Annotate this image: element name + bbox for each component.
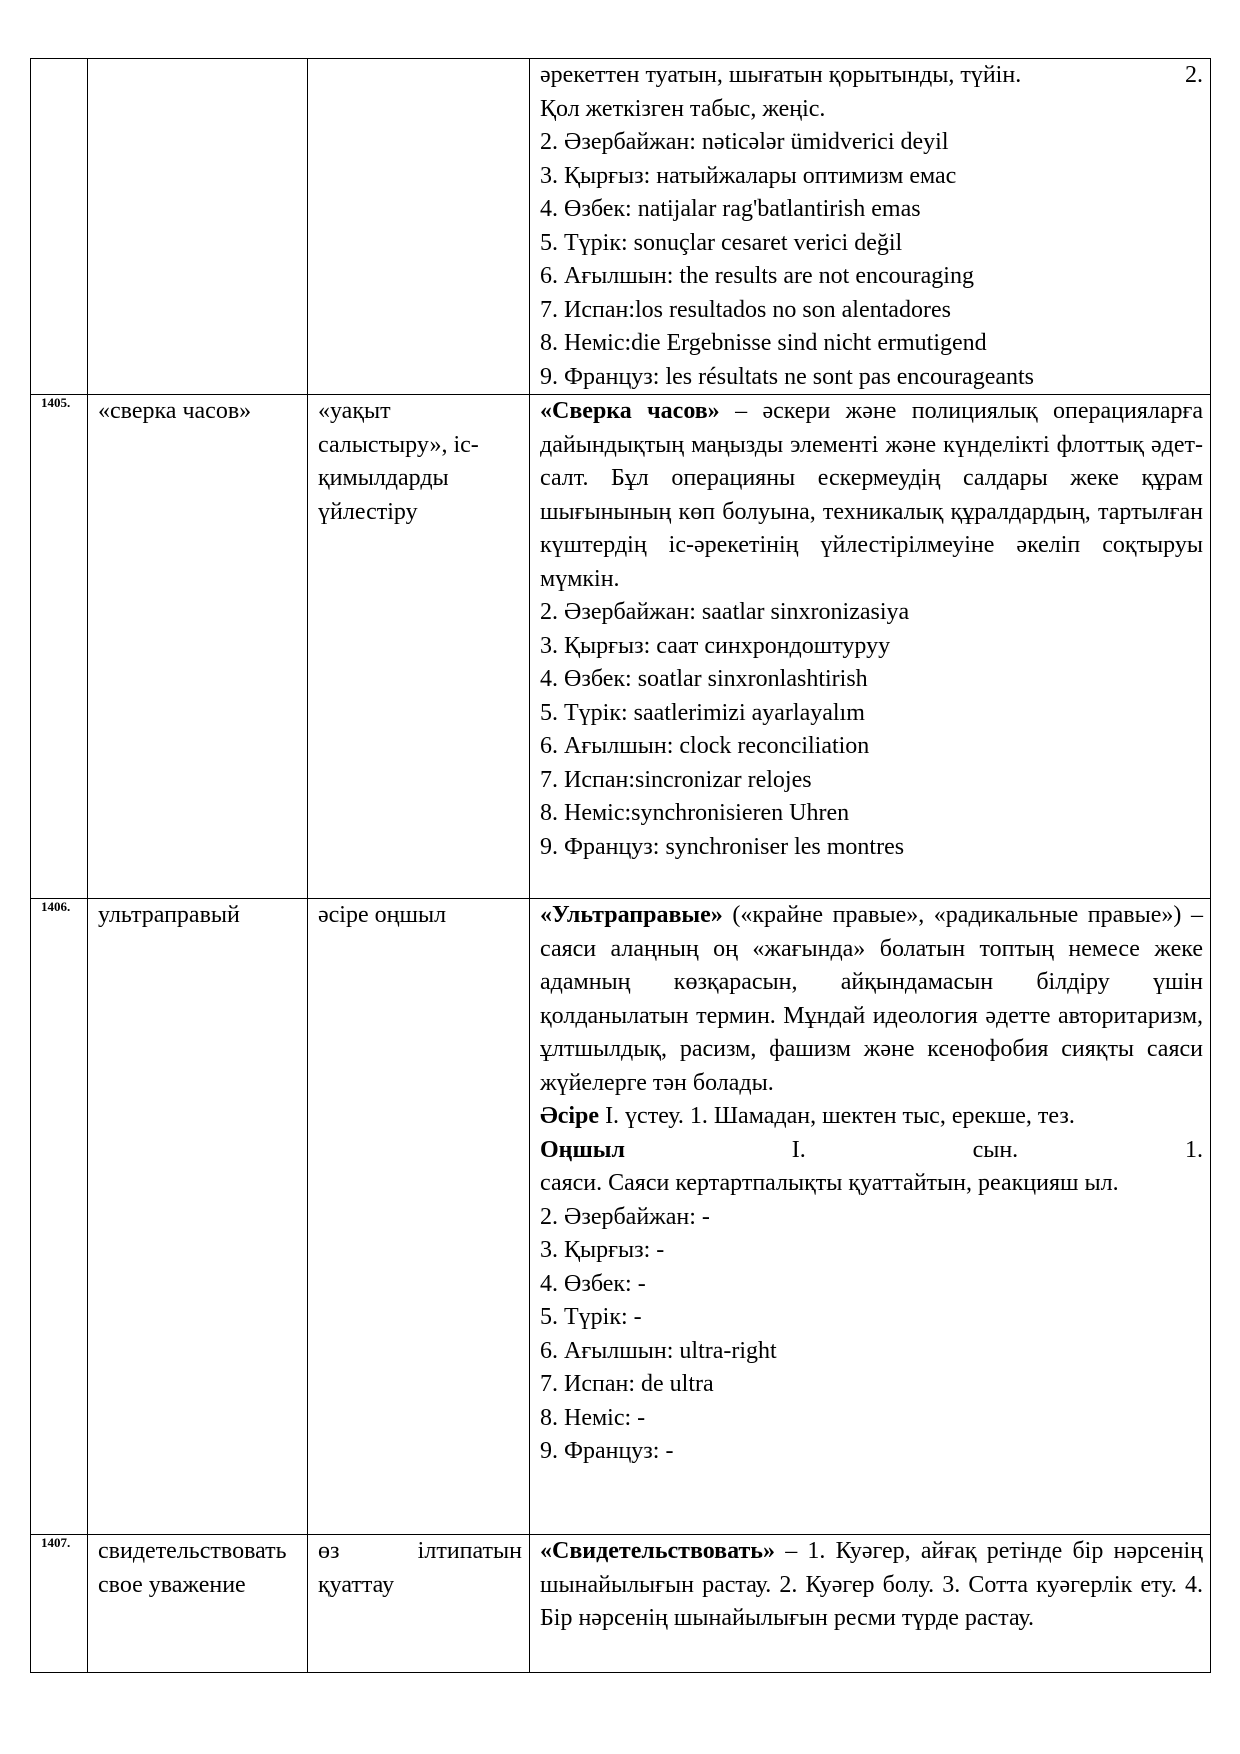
translation-line: 7. Испан:los resultados no son alentadores (540, 296, 951, 323)
asire-term: Әсіре (540, 1103, 600, 1129)
translation-line: 3. Қырғыз: - (540, 1237, 665, 1263)
table-row (31, 395, 1211, 899)
asire-definition (540, 1100, 1203, 1134)
definition-text (540, 1535, 1203, 1636)
definition-cell (530, 59, 1211, 395)
onshyl-term: Оңшыл (540, 1136, 625, 1163)
translation-line: 4. Өзбек: - (540, 1270, 646, 1297)
translation-line: 5. Түрік: - (540, 1304, 642, 1330)
entry-number (31, 59, 88, 395)
definition-term: «Свидетельствовать» (540, 1538, 775, 1564)
definition-body: – әскери және полициялық операцияларға дайындықтың маңызды элементі және күнделікті флоттық әдет-салт. Бұл операцияны ескермеудің салдары жеке құрам шығынының көп болуына, техникалық құралдардың, тартылған күштердің іс-әрекетінің үйлестірілмеуіне әкеліп соқтыруы мүмкін. (540, 398, 1203, 592)
continuation-number: 2. (1185, 62, 1203, 88)
definition-line (540, 59, 1203, 93)
translation-line: 4. Өзбек: soatlar sinxronlashtirish (540, 666, 868, 692)
translation-line: 6. Ағылшын: clock reconciliation (540, 733, 870, 759)
definition-text (540, 899, 1203, 1100)
term-kazakh: «уақыт салыстыру», іс-қимылдарды үйлестіру (308, 395, 530, 899)
translation-line: 2. Әзербайжан: - (540, 1203, 710, 1230)
asire-body: І. үстеу. 1. Шамадан, шектен тыс, ерекше, тез. (599, 1103, 1075, 1129)
translation-line: 5. Түрік: sonuçlar cesaret verici değil (540, 229, 903, 256)
definition-cell (530, 395, 1211, 899)
translation-line: 4. Өзбек: natijalar rag'batlantirish emas (540, 196, 921, 222)
definition-term: «Сверка часов» (540, 398, 720, 424)
table-row (31, 1535, 1211, 1673)
translation-line: 3. Қырғыз: натыйжалары оптимизм емас (540, 162, 957, 189)
translation-line: 8. Неміс:die Ergebnisse sind nicht ermutigend (540, 330, 987, 356)
definition-text (540, 395, 1203, 596)
translation-line: 5. Түрік: saatlerimizi ayarlayalım (540, 699, 865, 726)
translation-line: 9. Француз: synchroniser les montres (540, 833, 905, 860)
continuation-text-2: Қол жеткізген табыс, жеңіс. (540, 95, 826, 122)
translation-line: 2. Әзербайжан: nəticələr ümidverici deyil (540, 129, 949, 155)
translation-line: 8. Неміс: - (540, 1404, 646, 1431)
translation-line: 7. Испан: de ultra (540, 1371, 714, 1397)
onshyl-roman: І. (791, 1136, 806, 1163)
definition-term: «Ультраправые» (540, 902, 723, 928)
entry-number: 1406. (31, 899, 88, 1535)
term-russian (88, 59, 308, 395)
translation-line: 6. Ағылшын: the results are not encouraging (540, 263, 974, 289)
continuation-text: әрекеттен туатын, шығатын қорытынды, түйін. (540, 62, 1022, 88)
translation-line: 7. Испан:sincronizar relojes (540, 766, 812, 793)
term-russian: ультраправый (88, 899, 308, 1535)
translation-line: 9. Француз: les résultats ne sont pas encourageants (540, 363, 1035, 390)
entry-number: 1407. (31, 1535, 88, 1673)
onshyl-definition: саяси. Саяси кертартпалықты қуаттайтын, реакцияш ыл. (540, 1170, 1119, 1196)
translation-line: 8. Неміс:synchronisieren Uhren (540, 800, 850, 826)
definition-cell (530, 899, 1211, 1535)
translation-line: 9. Француз: - (540, 1438, 674, 1464)
definition-body: («крайне правые», «радикальные правые») – саяси алаңның оң «жағында» болатын топтың немесе жеке адамның көзқарасын, айқындамасын білдіру үшін қолданылатын термин. Мұндай идеология әдетте авторитаризм, ұлтшылдық, расизм, фашизм және ксенофобия сияқты саяси жүйелерге тән болады. (540, 902, 1203, 1096)
term-russian: свидетельствовать свое уважение (88, 1535, 308, 1673)
entry-number: 1405. (31, 395, 88, 899)
table-row (31, 899, 1211, 1535)
table-row (31, 59, 1211, 395)
onshyl-pos: сын. (972, 1136, 1019, 1163)
definition-body: – 1. Куәгер, айғақ ретінде бір нәрсенің шынайылығын растау. 2. Куәгер болу. 3. Сотта куәгерлік ету. 4. Бір нәрсенің шынайылығын ресми түрде растау. (540, 1538, 1203, 1631)
term-kazakh (308, 59, 530, 395)
onshyl-heading (540, 1134, 1203, 1168)
translation-line: 3. Қырғыз: саат синхрондоштуруу (540, 632, 891, 659)
term-russian: «сверка часов» (88, 395, 308, 899)
glossary-table (30, 58, 1211, 1673)
onshyl-num: 1. (1184, 1136, 1203, 1163)
translation-line: 2. Әзербайжан: saatlar sinxronizasiya (540, 599, 910, 625)
definition-cell (530, 1535, 1211, 1673)
term-kazakh: өз ілтипатын қуаттау (308, 1535, 530, 1673)
term-kazakh: әсіре оңшыл (308, 899, 530, 1535)
translation-line: 6. Ағылшын: ultra-right (540, 1337, 777, 1364)
